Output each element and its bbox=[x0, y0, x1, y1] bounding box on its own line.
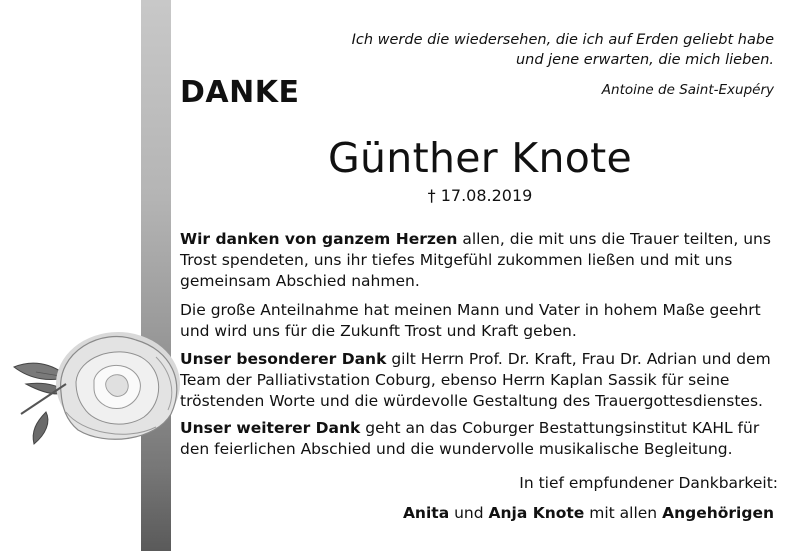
death-date: † 17.08.2019 bbox=[427, 186, 533, 205]
quote-line-1: Ich werde die wiedersehen, die ich auf Erden geliebt habe bbox=[351, 32, 774, 48]
signature-name-1: Anita bbox=[402, 504, 450, 522]
signature bbox=[403, 504, 774, 522]
signature-and: und bbox=[449, 504, 489, 522]
signature-with: mit allen bbox=[584, 504, 663, 522]
line-text: geht an das Coburger Bestattungsinstitut KAHL für bbox=[360, 419, 760, 437]
line-text: allen, die mit uns die Trauer teilten, uns bbox=[457, 230, 771, 248]
paragraph-line bbox=[180, 229, 780, 250]
paragraph-line: Die große Anteilnahme hat meinen Mann und Vater in hohem Maße geehrt bbox=[180, 301, 761, 319]
paragraph-line: Team der Palliativstation Coburg, ebenso Herrn Kaplan Sassik für seine bbox=[180, 371, 730, 389]
paragraph-line: gemeinsam Abschied nahmen. bbox=[180, 272, 420, 290]
paragraph-line bbox=[180, 349, 780, 370]
quote-block bbox=[274, 30, 774, 100]
line-text: gilt Herrn Prof. Dr. Kraft, Frau Dr. Adrian und dem bbox=[386, 350, 771, 368]
paragraph-line: tröstenden Worte und die würdevolle Gestaltung des Trauergottesdienstes. bbox=[180, 392, 763, 410]
bold-lead: Unser besonderer Dank bbox=[180, 350, 387, 368]
paragraph-thanks bbox=[180, 229, 780, 292]
paragraph-special-thanks bbox=[180, 349, 780, 412]
paragraph-line: und wird uns für die Zukunft Trost und Kraft geben. bbox=[180, 322, 577, 340]
heading-danke: DANKE bbox=[180, 75, 300, 110]
paragraph-line: den feierlichen Abschied und die wundervolle musikalische Begleitung. bbox=[180, 440, 733, 458]
paragraph-line bbox=[180, 418, 780, 439]
bold-lead: Unser weiterer Dank bbox=[180, 419, 361, 437]
bold-lead: Wir danken von ganzem Herzen bbox=[180, 230, 458, 248]
paragraph-line: Trost spendeten, uns ihr tiefes Mitgefühl zukommen ließen und mit uns bbox=[180, 251, 733, 269]
closing-line: In tief empfundener Dankbarkeit: bbox=[519, 474, 778, 492]
signature-relatives: Angehörigen bbox=[662, 504, 774, 522]
paragraph-further-thanks bbox=[180, 418, 780, 460]
deceased-name: Günther Knote bbox=[327, 134, 633, 182]
gray-gradient-band bbox=[141, 0, 171, 551]
paragraph-sympathy bbox=[180, 300, 780, 342]
quote-author: Antoine de Saint-Exupéry bbox=[601, 82, 774, 98]
signature-name-2: Anja Knote bbox=[488, 504, 585, 522]
rose-icon bbox=[6, 322, 196, 462]
quote-line-2: und jene erwarten, die mich lieben. bbox=[515, 52, 774, 68]
